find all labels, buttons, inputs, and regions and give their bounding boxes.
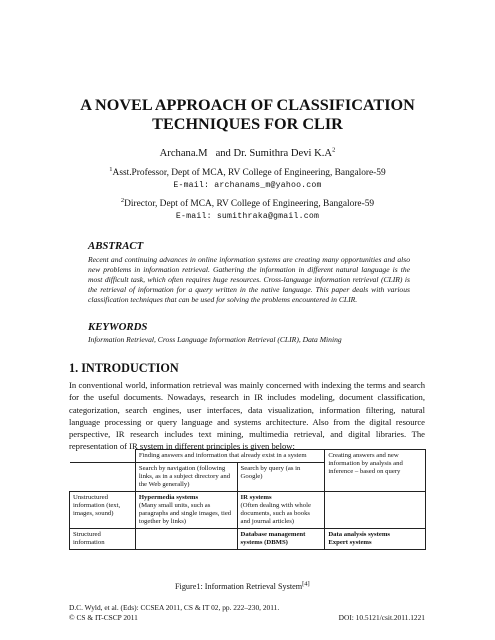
figure-cell-analysis: [325, 529, 426, 550]
caption-ref: [4]: [302, 580, 310, 588]
introduction-heading: 1. INTRODUCTION: [69, 361, 179, 375]
aff2-text: Director, Dept of MCA, RV College of Engineering, Bangalore-59: [124, 199, 375, 209]
abstract-heading: ABSTRACT: [88, 240, 144, 252]
title-line-2: TECHNIQUES FOR CLIR: [152, 115, 343, 133]
introduction-text: In conventional world, information retrieval was mainly concerned with indexing the terms and search for the useful documents. Nowadays, research in IR includes modeling, document classification, categorization, search engines, user interfaces, data visualization, information filtering, natural language processing or query language and systems architecture. Also from the digital resource perspective, IR research includes text mining, multimedia retrieval, and digital libraries. The representation of IR system in different principles is given below:: [69, 380, 425, 452]
ir-systems-text: (Often dealing with whole documents, such as books and journal articles): [240, 502, 311, 525]
figure-cell-dbms: Database management systems (DBMS): [237, 529, 325, 550]
affiliation-2: [0, 196, 495, 222]
author-2-sup: 2: [332, 146, 336, 154]
author-1: Archana.M: [159, 148, 208, 159]
email-2: E-mail: sumithraka@gmail.com: [175, 211, 320, 221]
keywords-text: Information Retrieval, Cross Language Information Retrieval (CLIR), Data Mining: [88, 335, 342, 344]
footer-citation: D.C. Wyld, et al. (Eds): CCSEA 2011, CS & IT 02, pp. 222–230, 2011.: [69, 603, 280, 612]
figure-row-unstructured: Unstructured information (text, images, sound): [70, 492, 136, 529]
figure-row-structured: Structured information: [70, 529, 136, 550]
aff1-sup: 1: [109, 165, 113, 173]
figure-empty-corner: [70, 450, 136, 463]
abstract-text: Recent and continuing advances in online information systems are creating many opportunities and also new problems in information retrieval. Gathering the information in different natural language is the most difficult task, which often requires huge resources. Cross-language information retrieval (CLIR) is the retrieval of information for a query written in the native language. This paper deals with various classification techniques that can be used for solving the problems encountered in CLIR.: [88, 255, 410, 304]
figure-cell-ir-systems: [237, 492, 325, 529]
figure-cell-empty-r2: [135, 529, 237, 550]
figure-sub-query: Search by query (as in Google): [237, 463, 325, 492]
aff2-sup: 2: [120, 196, 125, 204]
keywords-heading: KEYWORDS: [88, 321, 148, 333]
title-line-1: A NOVEL APPROACH OF CLASSIFICATION: [80, 96, 415, 114]
data-analysis-label: Data analysis systems: [328, 531, 390, 538]
hypermedia-title: Hypermedia systems: [138, 494, 199, 501]
footer-doi: DOI: 10.5121/csit.2011.1221: [338, 613, 425, 622]
expert-systems-label: Expert systems: [328, 539, 372, 546]
figure-sub-navigation: Search by navigation (following links, as in a subject directory and the Web generally): [135, 463, 237, 492]
hypermedia-text: (Many small units, such as paragraphs and single images, tied together by links): [138, 502, 232, 525]
aff1-text: Asst.Professor, Dept of MCA, RV College of Engineering, Bangalore-59: [112, 168, 386, 178]
figure-header-finding: Finding answers and information that already exist in a system: [135, 450, 324, 463]
author-2: Dr. Sumithra Devi K.A: [233, 148, 333, 159]
authors-line: [0, 148, 495, 159]
figure-caption: [175, 582, 310, 591]
ir-system-figure: [69, 449, 426, 550]
figure-cell-empty-r1: [325, 492, 426, 529]
affiliation-1: [0, 165, 495, 191]
figure-header-creating: Creating answers and new information by analysis and inference – based on query: [325, 450, 426, 492]
email-1: E-mail: archanams_m@yahoo.com: [173, 180, 322, 190]
footer-copyright: © CS & IT-CSCP 2011: [69, 613, 138, 622]
caption-text: Figure1: Information Retrieval System: [175, 582, 303, 591]
figure-cell-hypermedia: [135, 492, 237, 529]
figure-empty-cell: [70, 463, 136, 492]
ir-systems-title: IR systems: [240, 494, 272, 501]
paper-title: [0, 96, 495, 134]
author-and: and: [215, 148, 231, 159]
